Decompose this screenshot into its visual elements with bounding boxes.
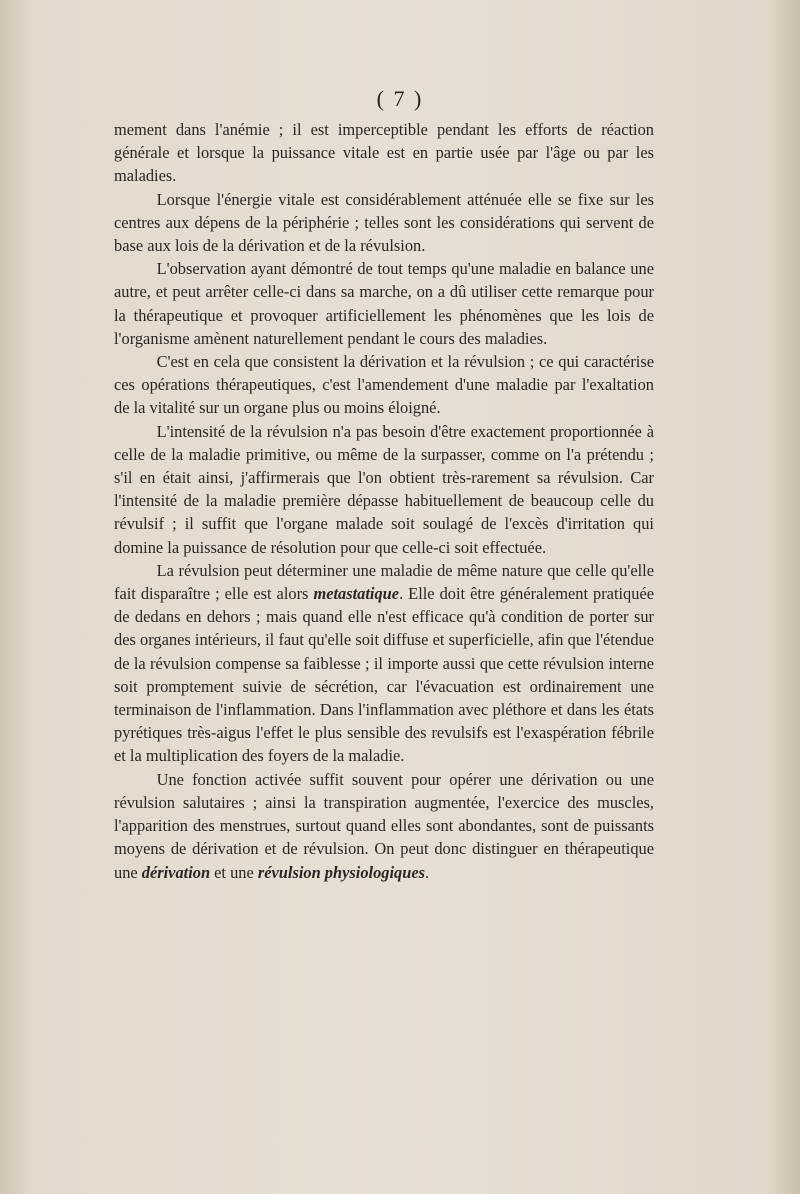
paragraph-text: . Elle doit être généralement pratiquée de dedans en dehors ; mais quand elle n'est efficace qu'à condition de porter sur des organes intérieurs, il faut qu'elle soit diffuse et superficielle, afin que l'étendue de la révulsion compense sa faiblesse ; il importe aussi que cette révulsion interne soit promptement suivie de sécrétion, car l'évacuation est ordinairement une terminaison de l'inflammation. Dans l'inflammation avec pléthore et dans les états pyrétiques très-aigus l'effet le plus sensible des revulsifs est l'exaspération fébrile et la multiplication des foyers de la maladie. [114, 584, 654, 766]
paragraph: C'est en cela que consistent la dérivation et la révulsion ; ce qui caractérise ces opérations thérapeutiques, c'est l'amendement d'une maladie par l'exaltation de la vitalité sur un organe plus ou moins éloigné. [114, 352, 654, 418]
paragraph: L'observation ayant démontré de tout temps qu'une maladie en balance une autre, et peut arrêter celle-ci dans sa marche, on a dû utiliser cette remarque pour la thérapeutique et provoquer artificiellement les phénomènes que les lois de l'organisme amènent naturellement pendant le cours des maladies. [114, 259, 654, 348]
page-number: ( 7 ) [376, 86, 424, 111]
italic-term: dérivation [141, 862, 211, 882]
paragraph-text: et une [210, 862, 258, 882]
italic-term: metastatique [313, 584, 400, 604]
paragraph-text: La révulsion peut déterminer une maladie de même nature que celle qu'elle fait disparaître ; elle est alors [114, 560, 654, 604]
paragraph-continuation: mement dans l'anémie ; il est imperceptible pendant les efforts de réaction générale et lorsque la puissance vitale est en partie usée par l'âge ou par les maladies. [114, 120, 654, 186]
paragraph [114, 768, 654, 884]
body-text [114, 118, 654, 884]
italic-term: révulsion physiologiques [257, 862, 425, 882]
paragraph-text: . [424, 862, 430, 882]
paragraph-text: Une fonction activée suffit souvent pour opérer une dérivation ou une révulsion salutaires ; ainsi la transpiration augmentée, l'exercice des muscles, l'apparition des menstrues, surtout quand elles sont abondantes, sont de puissants moyens de dérivation et de révulsion. On peut donc distinguer en thérapeutique une [114, 769, 654, 882]
paragraph: Lorsque l'énergie vitale est considérablement atténuée elle se fixe sur les centres aux dépens de la périphérie ; telles sont les considérations qui servent de base aux lois de la dérivation et de la révulsion. [114, 189, 654, 256]
paragraph [114, 559, 654, 768]
paragraph: L'intensité de la révulsion n'a pas besoin d'être exactement proportionnée à celle de la maladie primitive, ou même de la surpasser, comme on l'a prétendu ; s'il en était ainsi, j'affirmerais que l'on obtient très-rarement sa révulsion. Car l'intensité de la maladie première dépasse habituellement de beaucoup celle du révulsif ; il suffit que l'organe malade soit soulagé de l'excès d'irritation qui domine la puissance de résolution pour que celle-ci soit effectuée. [114, 421, 654, 557]
